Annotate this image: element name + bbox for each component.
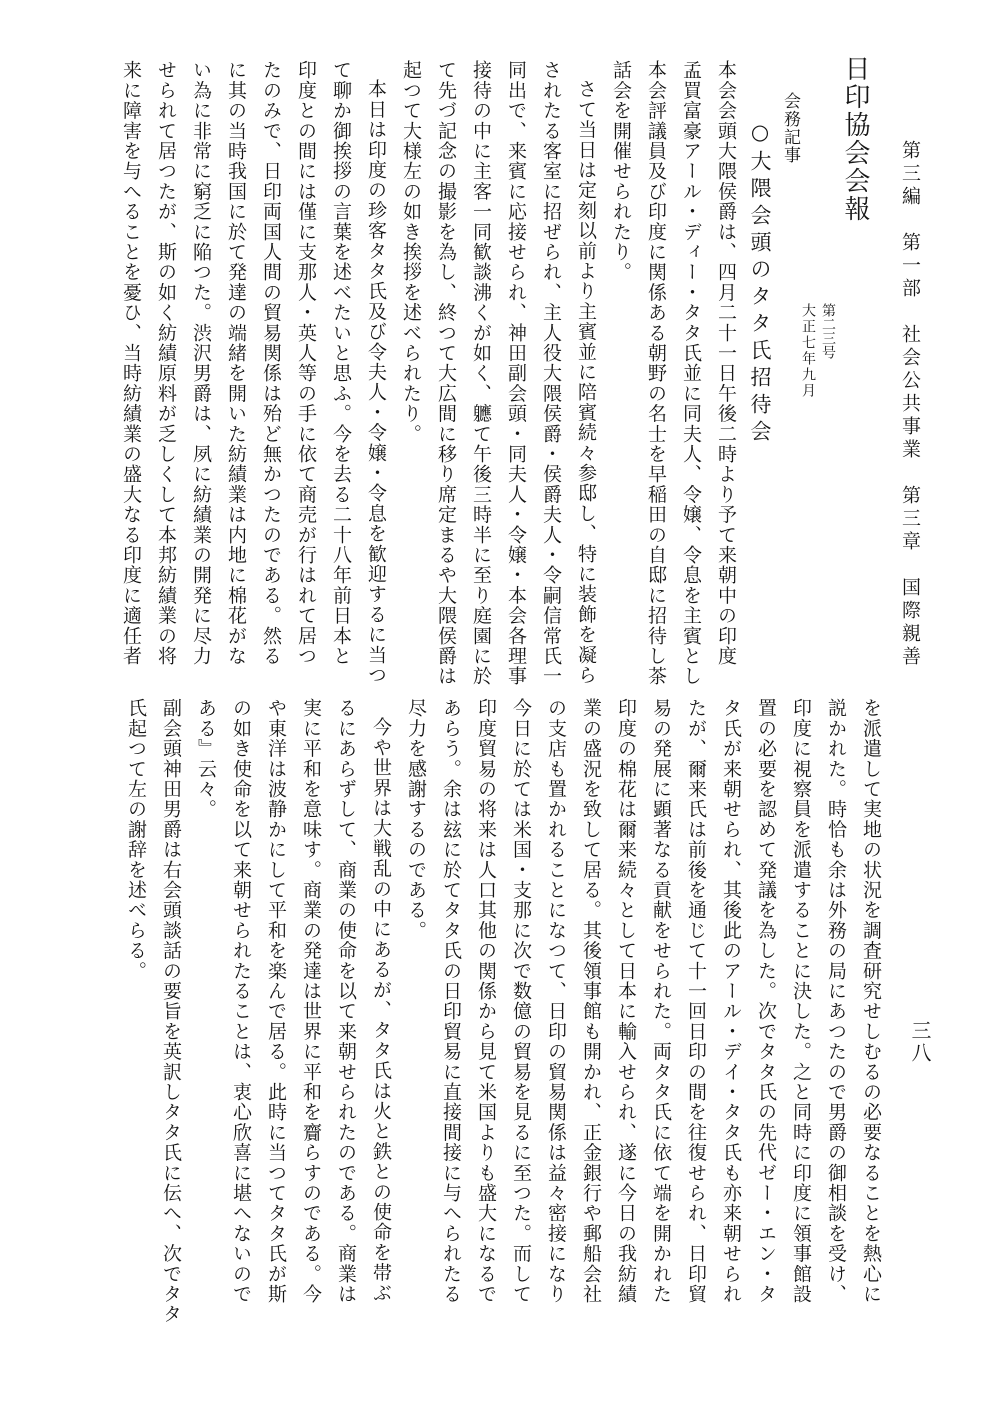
issue-date: 大正七年九月	[800, 303, 816, 399]
text-line: 置の必要を認めて発議を為した。次でタタ氏の先代ゼー・エン・タ	[755, 698, 777, 1304]
article-headline: ○大隈会頭のタタ氏招待会	[748, 120, 772, 447]
text-line: たが、爾来氏は前後を通じて十一回日印の間を往復せられ、日印貿	[685, 698, 707, 1304]
text-line: 話会を開催せられたり。	[610, 60, 632, 283]
text-line: 本日は印度の珍客タタ氏及び令夫人・令嬢・令息を歓迎するに当つ	[365, 79, 387, 685]
text-line: タ氏が来朝せられ、其後此のアール・デイ・タタ氏も亦来朝せられ	[720, 698, 742, 1304]
page-number: 三八	[908, 1020, 932, 1064]
text-line: 本会評議員及び印度に関係ある朝野の名士を早稲田の自邸に招待し茶	[645, 60, 667, 687]
text-line: 氏起つて左の謝辞を述べらる。	[125, 698, 147, 981]
text-line: 来に障害を与へることを憂ひ、当時紡績業の盛大なる印度に適任者	[120, 60, 142, 666]
text-line: 印度に視察員を派遣することに決した。之と同時に印度に領事館設	[790, 698, 812, 1304]
text-line: 業の盛況を致して居る。其後領事館も開かれ、正金銀行や郵船会社	[580, 698, 602, 1304]
text-line: て先づ記念の撮影を為し、終つて大広間に移り席定まるや大隈侯爵は	[435, 60, 457, 687]
text-line: 説かれた。時恰も余は外務の局にあつたので男爵の御相談を受け、	[825, 698, 847, 1304]
text-line: て聊か御挨拶の言葉を述べたいと思ふ。今を去る二十八年前日本と	[330, 60, 352, 666]
text-line: されたる客室に招ぜられ、主人役大隈侯爵・侯爵夫人・令嗣信常氏一	[540, 60, 562, 687]
journal-title: 日印協会会報	[840, 55, 870, 223]
text-line: せられて居つたが、斯の如く紡績原料が乏しくして本邦紡績業の将	[155, 60, 177, 666]
text-line: の支店も置かれることになつて、日印の貿易関係は益々密接になり	[545, 698, 567, 1304]
upper-text-block	[113, 60, 743, 700]
running-head: 第三編 第一部 社会公共事業 第三章 国際親善	[899, 140, 921, 669]
text-line: 尽力を感謝するのである。	[405, 698, 427, 941]
text-line: 印度との間には僅に支那人・英人等の手に依て商売が行はれて居つ	[295, 60, 317, 666]
text-line: 易の発展に顕著なる貢献をせられた。両タタ氏に依て端を開かれた	[650, 698, 672, 1304]
text-line: 起つて大様左の如き挨拶を述べられたり。	[400, 60, 422, 444]
text-line: ある』云々。	[195, 698, 217, 820]
text-line: 接待の中に主客一同歓談沸くが如く、軈て午後三時半に至り庭園に於	[470, 60, 492, 687]
text-line: 本会会頭大隈侯爵は、四月二十一日午後二時より予て来朝中の印度	[715, 60, 737, 666]
issue-number: 第二三号	[820, 303, 836, 359]
text-line: や東洋は波静かにして平和を楽んで居る。此時に当つてタタ氏が斯	[265, 698, 287, 1304]
lower-text-block	[118, 698, 888, 1338]
text-line: 同出で、来賓に応接せられ、神田副会頭・同夫人・令嬢・本会各理事	[505, 60, 527, 687]
text-line: 実に平和を意味す。商業の発達は世界に平和を齎らすのである。今	[300, 698, 322, 1304]
text-line: に其の当時我国に於て発達の端緒を開いた紡績業は内地に棉花がな	[225, 60, 247, 666]
text-line: あらう。余は玆に於てタタ氏の日印貿易に直接間接に与へられたる	[440, 698, 462, 1304]
text-line: 副会頭神田男爵は右会頭談話の要旨を英訳しタタ氏に伝へ、次でタタ	[160, 698, 182, 1325]
text-line: たのみで、日印両国人間の貿易関係は殆ど無かつたのである。然る	[260, 60, 282, 666]
text-line: い為に非常に窮乏に陥つた。渋沢男爵は、夙に紡績業の開発に尽力	[190, 60, 212, 666]
text-line: 孟買富豪アール・ディー・タタ氏並に同夫人、令嬢、令息を主賓とし	[680, 60, 702, 687]
text-line: 今日に於ては米国・支那に次で数億の貿易を見るに至つた。而して	[510, 698, 532, 1304]
text-line: さて当日は定刻以前より主賓並に陪賓続々参邸し、特に装飾を凝ら	[575, 79, 597, 685]
text-line: 印度貿易の将来は人口其他の関係から見て米国よりも盛大になるで	[475, 698, 497, 1304]
text-line: 印度の棉花は爾来続々として日本に輸入せられ、遂に今日の我紡績	[615, 698, 637, 1304]
text-line: るにあらずして、商業の使命を以て来朝せられたのである。商業は	[335, 698, 357, 1304]
text-line: の如き使命を以て来朝せられたることは、衷心欣喜に堪へないので	[230, 698, 252, 1304]
section-label: 会務記事	[780, 92, 800, 164]
text-line: 今や世界は大戦乱の中にあるが、タタ氏は火と鉄との使命を帯ぶ	[370, 717, 392, 1303]
text-line: を派遣して実地の状況を調査研究せしむるの必要なることを熱心に	[860, 698, 882, 1304]
